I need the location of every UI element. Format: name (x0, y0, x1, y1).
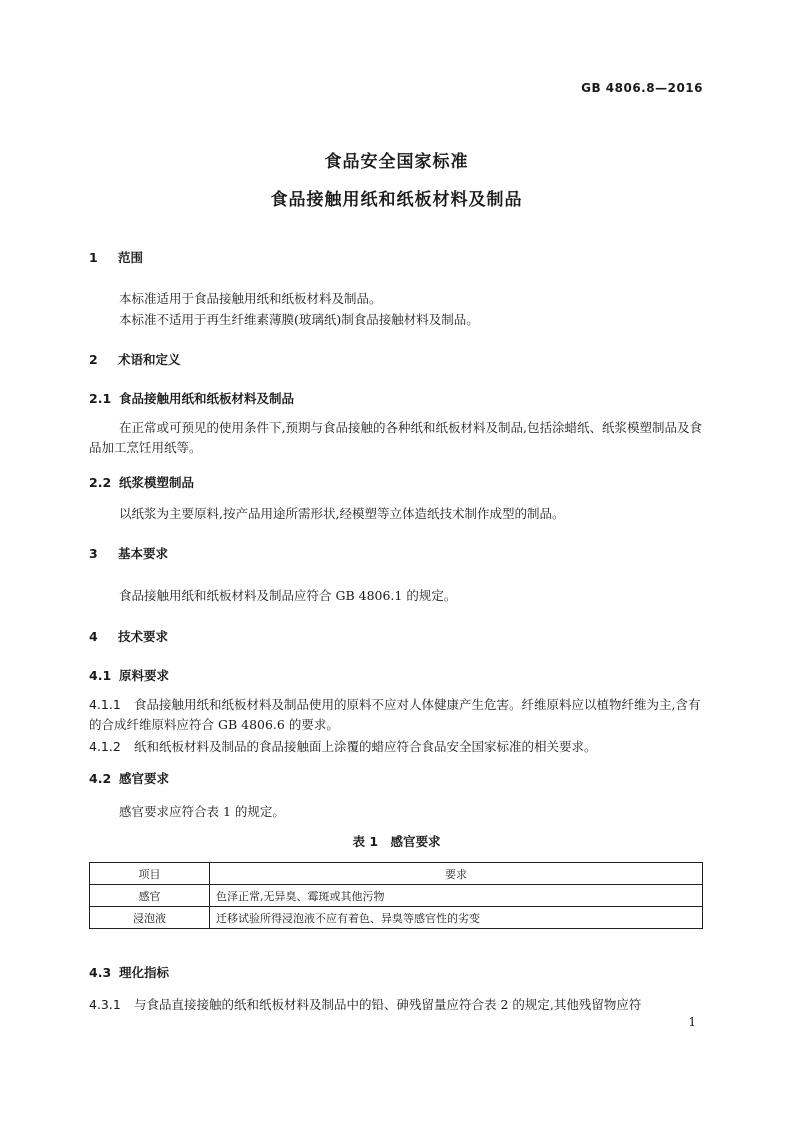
subsection-heading (89, 473, 194, 491)
subsection-heading (89, 963, 169, 981)
section-title: 理化指标 (119, 965, 170, 980)
paragraph: 本标准不适用于再生纤维素薄膜(玻璃纸)制食品接触材料及制品。 (119, 312, 479, 327)
table-cell: 感官 (90, 885, 210, 907)
section-number: 4.3 (89, 965, 112, 980)
clause-4-3-1 (89, 995, 641, 1013)
paragraph: 以纸浆为主要原料,按产品用途所需形状,经模塑等立体造纸技术制作成型的制品。 (119, 506, 565, 521)
section-number: 1 (89, 250, 98, 265)
section-number: 4.2 (89, 771, 112, 786)
section-number: 3 (89, 546, 98, 561)
table-caption: 表 1 感官要求 (352, 834, 441, 849)
section-title: 范围 (118, 250, 144, 265)
page-number: 1 (688, 1015, 696, 1029)
paragraph: 感官要求应符合表 1 的规定。 (119, 804, 285, 819)
clause-number: 4.1.1 (89, 697, 121, 712)
section-heading-terms (89, 350, 181, 368)
sensory-requirements-table (89, 862, 703, 929)
section-title: 食品接触用纸和纸板材料及制品 (119, 391, 295, 406)
section-title: 术语和定义 (118, 352, 181, 367)
table-header-cell: 要求 (210, 863, 703, 885)
table-cell: 浸泡液 (90, 907, 210, 929)
table-row (90, 885, 703, 907)
standard-number: GB 4806.8—2016 (581, 81, 703, 95)
subsection-heading (89, 389, 294, 407)
table-header-cell: 项目 (90, 863, 210, 885)
clause-number: 4.3.1 (89, 997, 121, 1012)
section-heading-technical (89, 627, 168, 645)
table-cell: 迁移试验所得浸泡液不应有着色、异臭等感官性的劣变 (210, 907, 703, 929)
clause-number: 4.1.2 (89, 739, 121, 754)
paragraph: 食品接触用纸和纸板材料及制品应符合 GB 4806.1 的规定。 (119, 588, 457, 603)
section-title: 基本要求 (118, 546, 169, 561)
section-number: 2 (89, 352, 98, 367)
section-number: 4 (89, 629, 98, 644)
document-title-line1: 食品安全国家标准 (324, 152, 469, 172)
table-header-row (90, 863, 703, 885)
section-heading-basic (89, 544, 168, 562)
clause-text: 纸和纸板材料及制品的食品接触面上涂覆的蜡应符合食品安全国家标准的相关要求。 (134, 739, 597, 754)
section-number: 2.2 (89, 475, 112, 490)
section-title: 原料要求 (119, 668, 170, 683)
clause-text: 食品接触用纸和纸板材料及制品使用的原料不应对人体健康产生危害。纤维原料应以植物纤维为主,含有的合成纤维原料应符合 GB 4806.6 的要求。 (89, 697, 701, 732)
clause-4-1-1 (89, 695, 703, 735)
section-number: 4.1 (89, 668, 112, 683)
paragraph: 本标准适用于食品接触用纸和纸板材料及制品。 (119, 291, 382, 306)
table-row (90, 907, 703, 929)
section-heading-scope (89, 248, 143, 266)
table-cell: 色泽正常,无异臭、霉斑或其他污物 (210, 885, 703, 907)
section-title: 纸浆模塑制品 (119, 475, 195, 490)
clause-4-1-2 (89, 737, 597, 755)
document-title-line2: 食品接触用纸和纸板材料及制品 (270, 190, 523, 210)
subsection-heading (89, 769, 169, 787)
section-title: 感官要求 (119, 771, 170, 786)
subsection-heading (89, 666, 169, 684)
section-number: 2.1 (89, 391, 112, 406)
clause-text: 与食品直接接触的纸和纸板材料及制品中的铅、砷残留量应符合表 2 的规定,其他残留物应符 (134, 997, 642, 1012)
paragraph: 在正常或可预见的使用条件下,预期与食品接触的各种纸和纸板材料及制品,包括涂蜡纸、纸浆模塑制品及食品加工烹饪用纸等。 (89, 420, 702, 455)
section-title: 技术要求 (118, 629, 169, 644)
